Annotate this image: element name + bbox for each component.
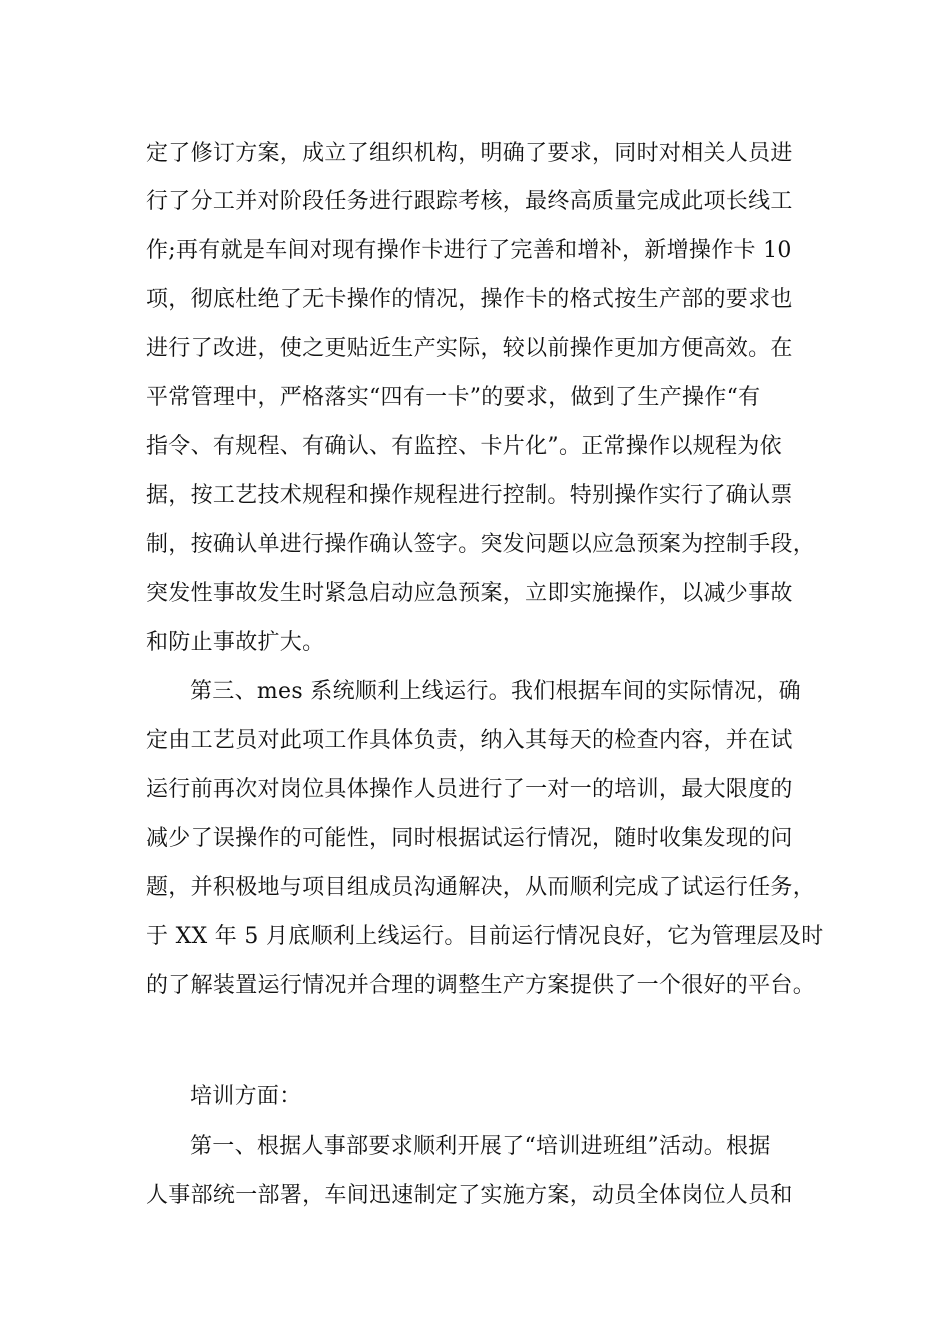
paragraph-line: 突发性事故发生时紧急启动应急预案，立即实施操作，以减少事故 [146, 581, 793, 606]
paragraph-line: 定了修订方案，成立了组织机构，明确了要求，同时对相关人员进 [146, 141, 793, 166]
paragraph-line: 指令、有规程、有确认、有监控、卡片化”。正常操作以规程为依 [146, 434, 782, 459]
paragraph-line: 第一、根据人事部要求顺利开展了“培训进班组”活动。根据 [190, 1134, 771, 1159]
paragraph-line: 定由工艺员对此项工作具体负责，纳入其每天的检查内容，并在试 [146, 728, 793, 753]
paragraph-line: 运行前再次对岗位具体操作人员进行了一对一的培训，最大限度的 [146, 777, 793, 802]
paragraph-line: 第三、mes 系统顺利上线运行。我们根据车间的实际情况，确 [190, 679, 801, 704]
paragraph-line: 据，按工艺技术规程和操作规程进行控制。特别操作实行了确认票 [146, 483, 793, 508]
paragraph-line: 题，并积极地与项目组成员沟通解决，从而顺利完成了试运行任务， [146, 875, 816, 900]
paragraph-line: 进行了改进，使之更贴近生产实际，较以前操作更加方便高效。在 [146, 336, 793, 361]
paragraph-line: 和防止事故扩大。 [146, 630, 325, 655]
section-heading: 培训方面： [190, 1084, 302, 1109]
paragraph-line: 人事部统一部署，车间迅速制定了实施方案，动员全体岗位人员和 [146, 1183, 793, 1208]
paragraph-line: 项，彻底杜绝了无卡操作的情况，操作卡的格式按生产部的要求也 [146, 287, 793, 312]
paragraph-line: 的了解装置运行情况并合理的调整生产方案提供了一个很好的平台。 [146, 973, 816, 998]
paragraph-line: 行了分工并对阶段任务进行跟踪考核，最终高质量完成此项长线工 [146, 189, 793, 214]
paragraph-line: 于 XX 年 5 月底顺利上线运行。目前运行情况良好，它为管理层及时 [146, 924, 824, 949]
paragraph-line: 制，按确认单进行操作确认签字。突发问题以应急预案为控制手段， [146, 532, 816, 557]
paragraph-line: 减少了误操作的可能性，同时根据试运行情况，随时收集发现的问 [146, 826, 793, 851]
paragraph-line: 作;再有就是车间对现有操作卡进行了完善和增补，新增操作卡 10 [146, 238, 792, 263]
paragraph-line: 平常管理中，严格落实“四有一卡”的要求，做到了生产操作“有 [146, 385, 761, 410]
